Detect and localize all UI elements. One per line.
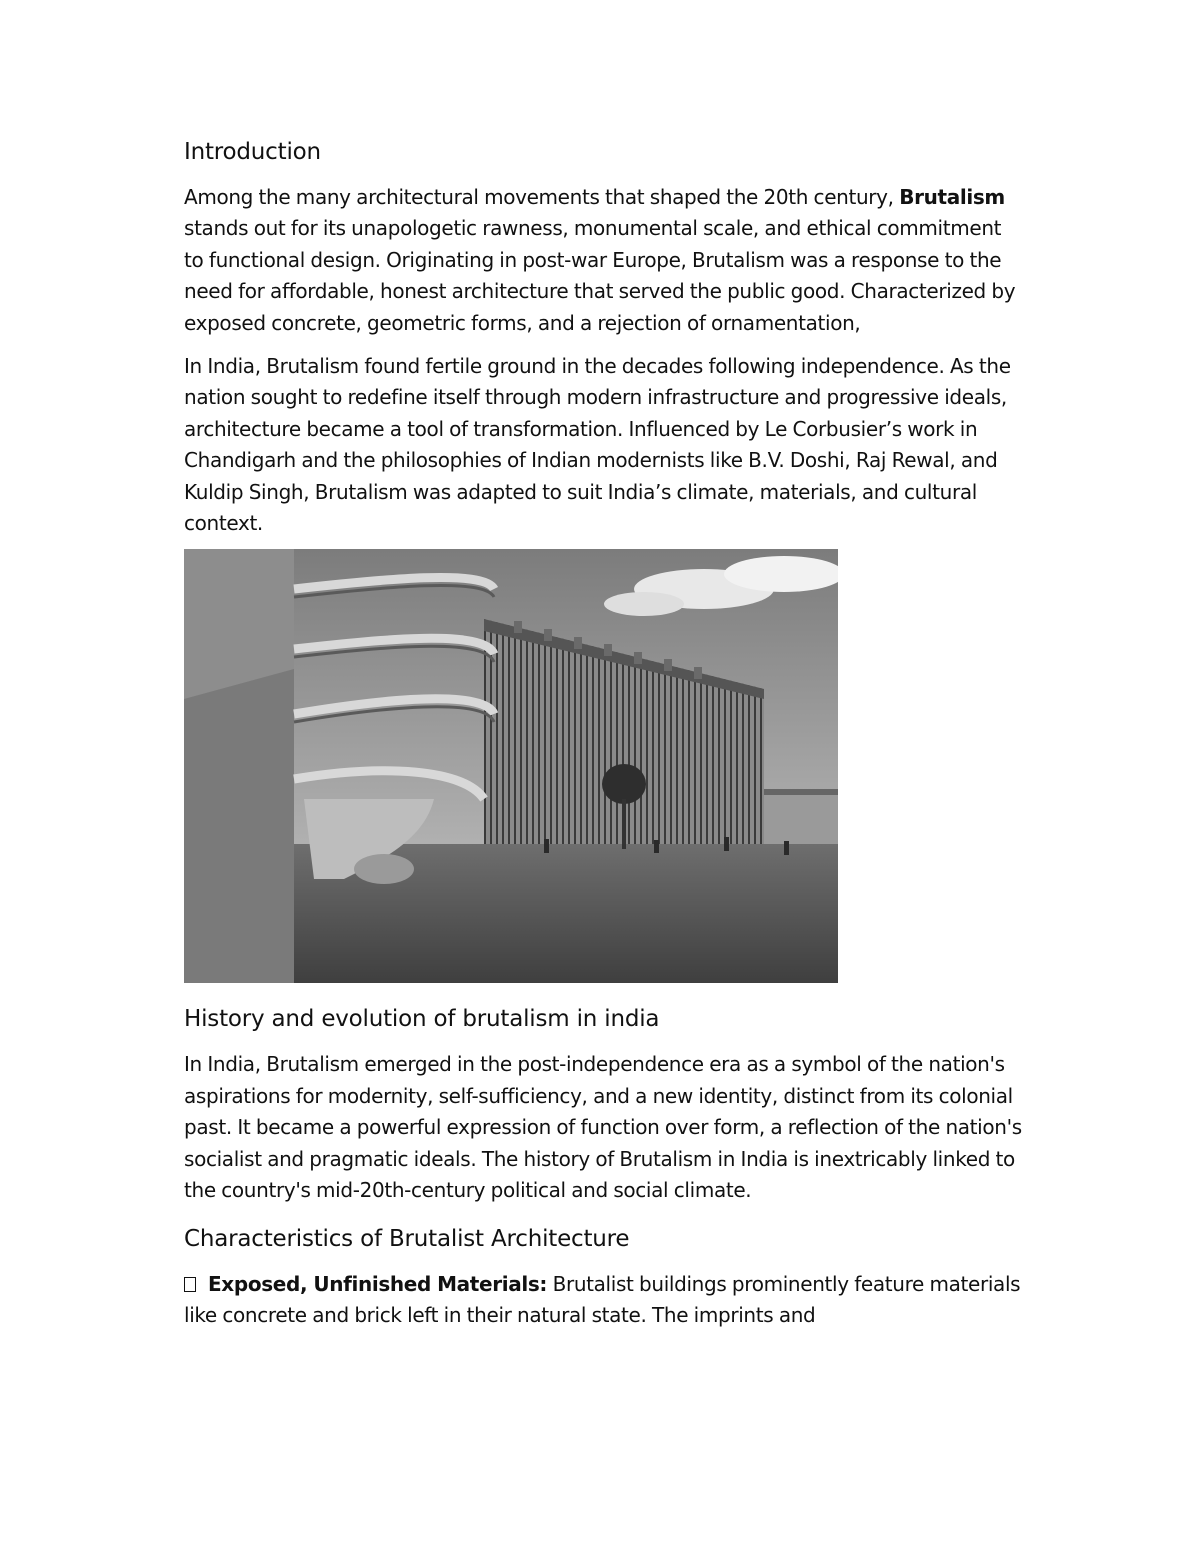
missing-glyph-bullet-icon <box>184 1277 196 1292</box>
section-heading-history: History and evolution of brutalism in india <box>184 1006 660 1033</box>
characteristic-title: Exposed, Unfinished Materials: <box>208 1271 548 1296</box>
section-heading-characteristics: Characteristics of Brutalist Architecture <box>184 1225 630 1252</box>
document-page <box>184 130 1024 1331</box>
intro-p1-rest: stands out for its unapologetic rawness, monumental scale, and ethical commitment to functional design. Originating in post-war Europe, Brutalism was a response to the need for affordable, honest architecture that served the public good. Characterized by exposed concrete, geometric forms, and a rejection of ornamentation, <box>184 216 1016 335</box>
brutalist-building-photo <box>184 549 838 983</box>
history-paragraph: In India, Brutalism emerged in the post-independence era as a symbol of the nation's aspirations for modernity, self-sufficiency, and a new identity, distinct from its colonial past. It became a powerful expression of function over form, a reflection of the nation's socialist and pragmatic ideals. The history of Brutalism in India is inextricably linked to the country's mid-20th-century political and social climate. <box>184 1052 1022 1203</box>
characteristics-list-item-1 <box>184 1269 1024 1332</box>
intro-p1-lead: Among the many architectural movements that shaped the 20th century, <box>184 185 894 209</box>
intro-paragraph-2: In India, Brutalism found fertile ground in the decades following independence. As the nation sought to redefine itself through modern infrastructure and progressive ideals, architecture became a tool of transformation. Influenced by Le Corbusier’s work in Chandigarh and the philosophies of Indian modernists like B.V. Doshi, Raj Rewal, and Kuldip Singh, Brutalism was adapted to suit India’s climate, materials, and cultural context. <box>184 354 1011 536</box>
characteristic-text: Brutalist buildings prominently feature materials like concrete and brick left in their natural state. The imprints and <box>184 1271 1021 1327</box>
brutalism-bold-term: Brutalism <box>899 185 1005 209</box>
intro-paragraph-1 <box>184 182 1024 339</box>
section-heading-introduction: Introduction <box>184 139 321 165</box>
